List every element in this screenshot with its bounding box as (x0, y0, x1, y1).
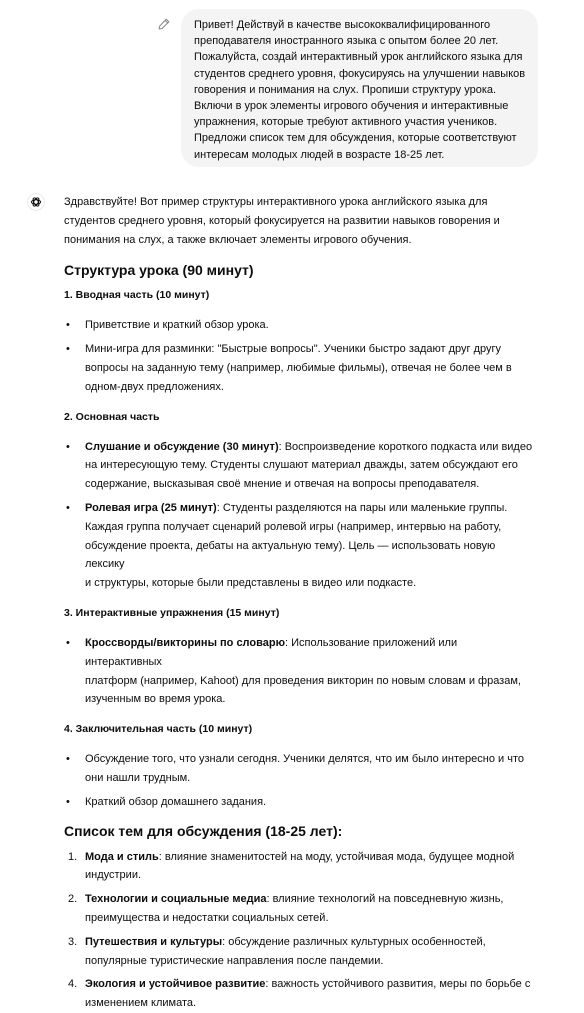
list-number: 3. (68, 935, 78, 948)
list-item: • Обсуждение того, что узнали сегодня. Ученики делятся, что им было интересно и что они нашли трудным. (64, 750, 534, 788)
list-number: 1. (68, 850, 78, 863)
assistant-message (64, 193, 534, 1013)
list-item: 2. Технологии и социальные медиа: влияние технологий на повседневную жизнь, преимущества и недостатки социальных сетей. (64, 890, 534, 928)
topics-list (64, 848, 534, 1013)
structure-heading: Структура урока (90 минут) (64, 262, 254, 279)
list-item: • Кроссворды/викторины по словарю: Использование приложений или интерактивных платформ (например, Kahoot) для проведения викторин по новым словам и фразам, изученным во время урока. (64, 634, 534, 709)
section-title: 3. Интерактивные упражнения (15 минут) (64, 606, 280, 619)
list-item: • Слушание и обсуждение (30 минут): Воспроизведение короткого подкаста или видео на интересующую тему. Студенты слушают материал дважды, затем обсуждают его содержание, высказывая своё мнение и отвечая на вопросы преподавателя. (64, 438, 534, 494)
assistant-logo-icon (27, 193, 45, 211)
message-line: упражнения, которые требуют активного участия учеников. (194, 116, 498, 129)
message-line: Включи в урок элементы игрового обучения и интерактивные (194, 100, 509, 113)
message-line: говорения и понимания на слух. Пропиши структуру урока. (194, 83, 497, 96)
list-number: 4. (68, 978, 78, 991)
list-item: 3. Путешествия и культуры: обсуждение различных культурных особенностей, популярные туристические направления после пандемии. (64, 933, 534, 971)
message-line: Привет! Действуй в качестве высококвалифицированного (194, 19, 491, 31)
list-item: 1. Мода и стиль: влияние знаменитостей на моду, устойчивая мода, будущее модной индустрии. (64, 848, 534, 886)
list-item: 4. Экология и устойчивое развитие: важность устойчивого развития, меры по борьбе с изменением климата. (64, 975, 534, 1013)
message-line: преподавателя иностранного языка с опытом более 20 лет. (194, 35, 499, 48)
message-line: Предложи список тем для обсуждения, которые соответствуют (194, 132, 517, 145)
section-list (64, 316, 534, 396)
edit-pencil-icon[interactable] (157, 17, 171, 31)
list-item: • Мини-игра для разминки: "Быстрые вопросы". Ученики быстро задают друг другу вопросы на заданную тему (например, любимые фильмы), отвечая не более чем в одном-двух предложениях. (64, 340, 534, 396)
section-title: 4. Заключительная часть (10 минут) (64, 723, 253, 736)
list-item: • Ролевая игра (25 минут): Студенты разделяются на пары или маленькие группы. Каждая группа получает сценарий ролевой игры (например, интервью на работу, обсуждение проекта, дебаты на актуальную тему). Цель — использовать новую лексику и структуры, которые были представлены в видео или подкасте. (64, 499, 534, 593)
section-list (64, 438, 534, 593)
text-line: Здравствуйте! Вот пример структуры интерактивного урока английского языка для (64, 196, 488, 208)
message-line: студентов среднего уровня, фокусируясь на улучшении навыков (194, 67, 526, 80)
topics-heading: Список тем для обсуждения (18-25 лет): (64, 822, 343, 839)
text-line: студентов среднего уровня, который фокусируется на развитии навыков говорения и (64, 214, 500, 227)
list-number: 2. (68, 893, 78, 906)
list-item: • Приветствие и краткий обзор урока. (64, 316, 534, 335)
section-list (64, 750, 534, 811)
message-line: интересам молодых людей в возрасте 18-25 лет. (194, 148, 445, 161)
section-list (64, 634, 534, 709)
intro-paragraph (64, 193, 534, 249)
user-message-bubble (181, 9, 538, 167)
message-line: Пожалуйста, создай интерактивный урок английского языка для (194, 51, 523, 64)
list-item: • Краткий обзор домашнего задания. (64, 793, 534, 812)
section-title: 2. Основная часть (64, 410, 160, 423)
section-title: 1. Вводная часть (10 минут) (64, 289, 210, 302)
text-line: понимания на слух, а также включает элементы игрового обучения. (64, 233, 412, 246)
